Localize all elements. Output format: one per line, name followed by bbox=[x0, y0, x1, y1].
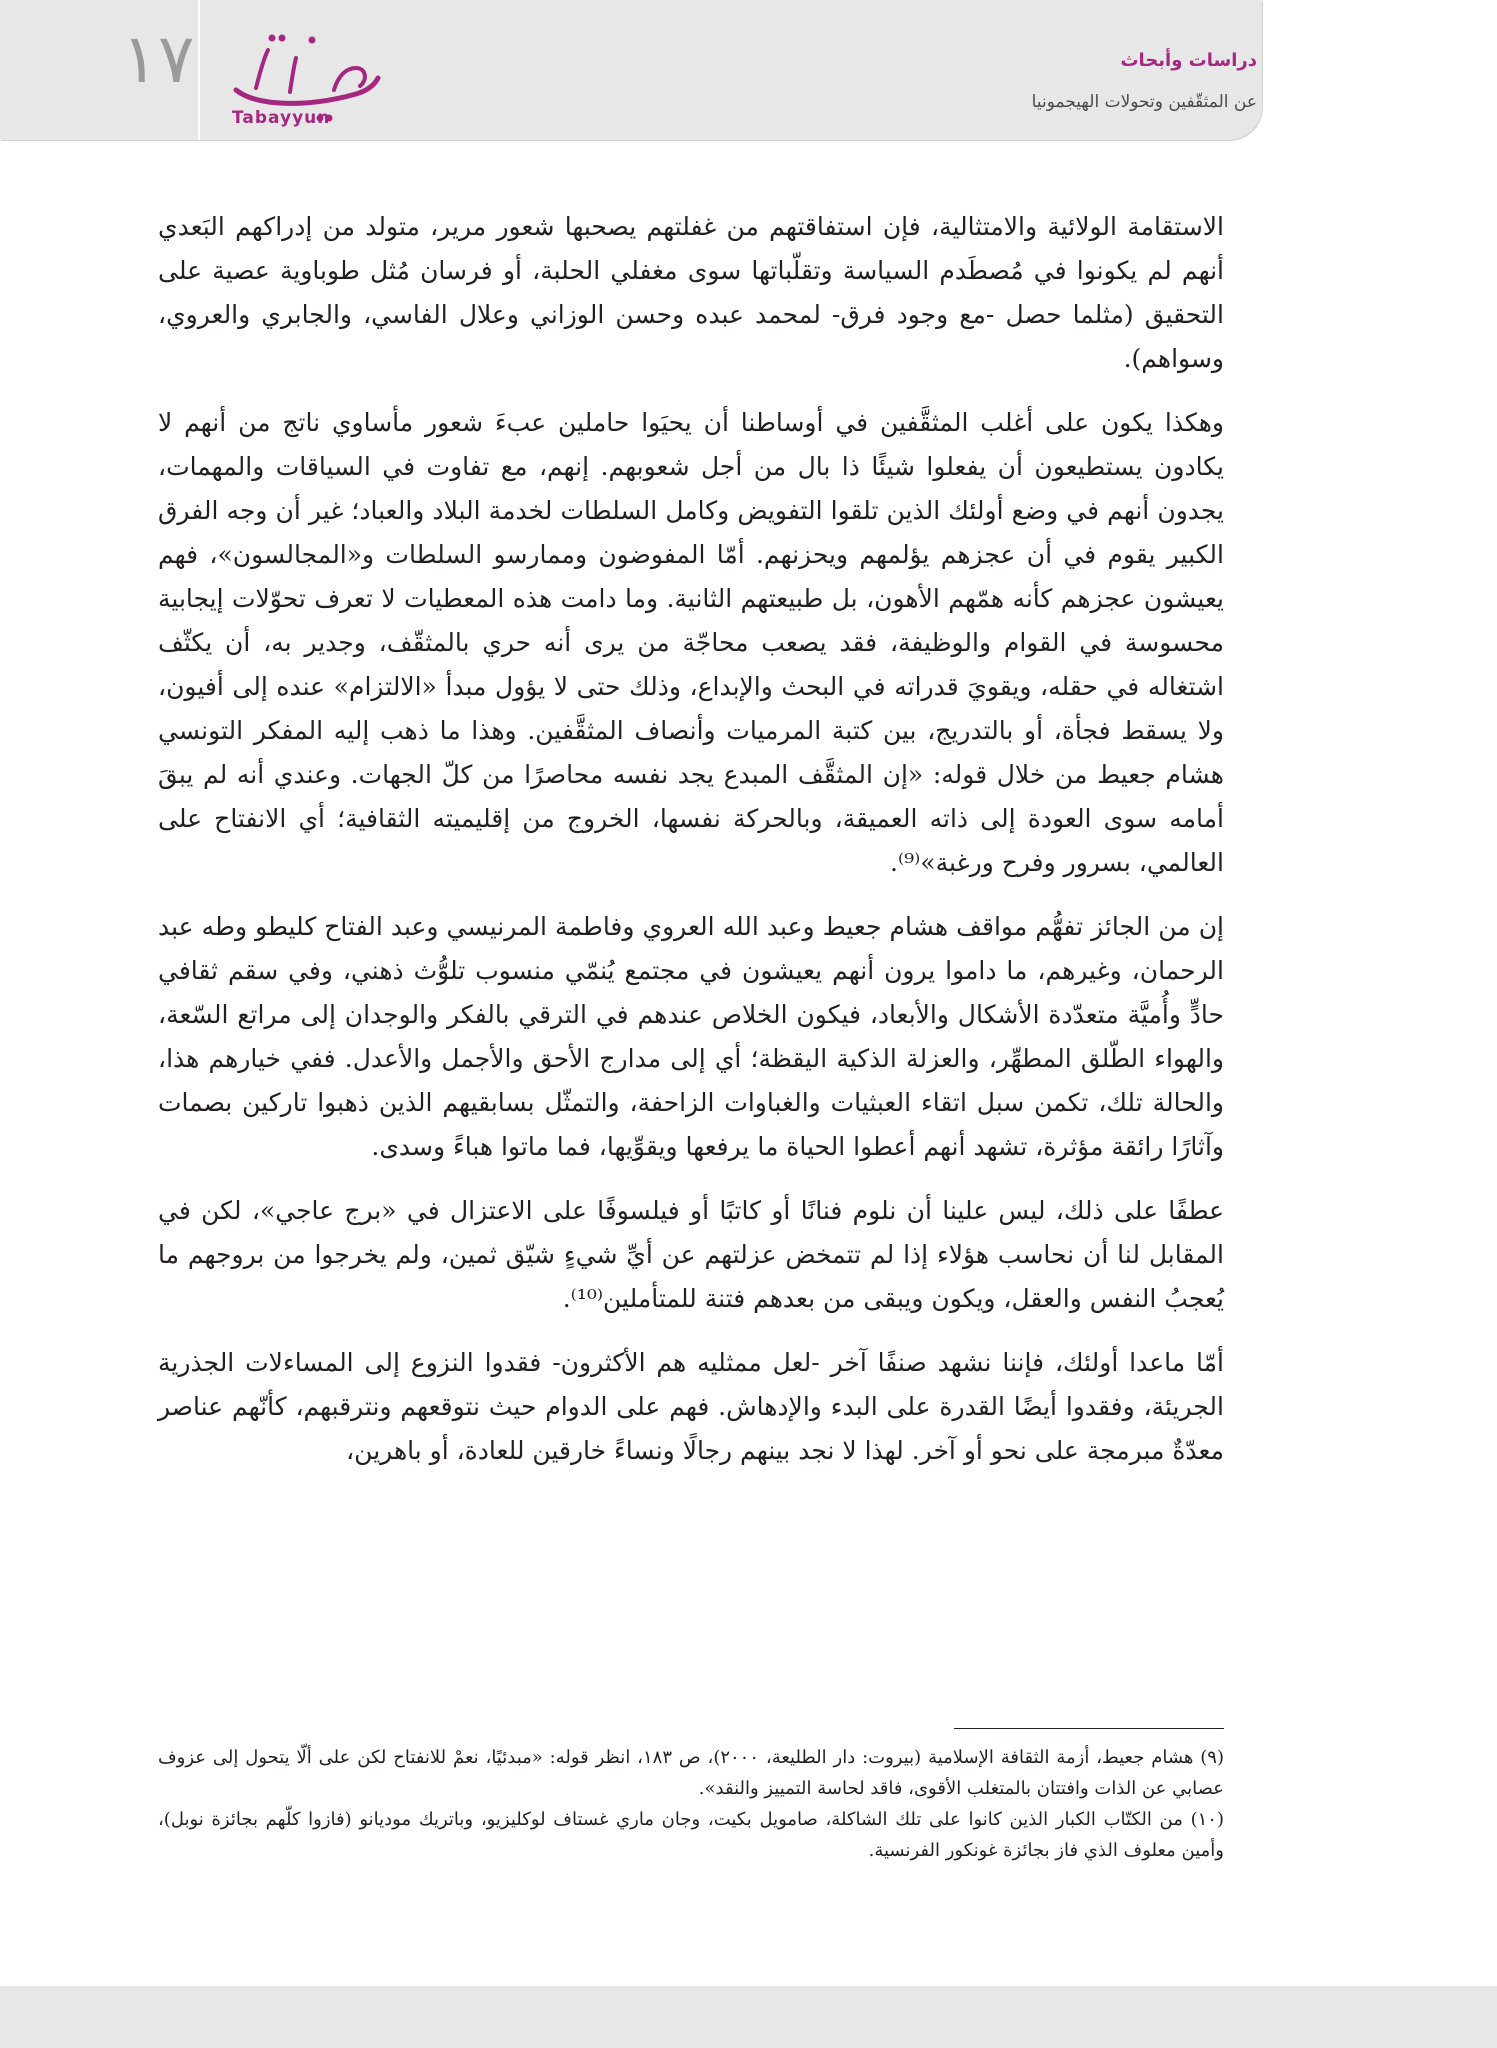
paragraph: الاستقامة الولائية والامتثالية، فإن استفاقتهم من غفلتهم يصحبها شعور مرير، متولد من إدراكهم البَعدي أنهم لم يكونوا في مُصطَدم السياسة وتقلّباتها سوى مغفلي الحلبة، أو فرسان مُثل طوباوية عصية على التحقيق (مثلما حصل -مع وجود فرق- لمحمد عبده وحسن الوزاني وعلال الفاسي، والجابري والعروي، وسواهم). bbox=[158, 212, 1224, 373]
paragraph: إن من الجائز تفهُّم مواقف هشام جعيط وعبد الله العروي وفاطمة المرنيسي وعبد الفتاح كليطو وطه عبد الرحمان، وغيرهم، ما داموا يرون أنهم يعيشون في مجتمع يُنمّي منسوب تلوُّث ذهني، وفي سقم ثقافي حادٍّ وأُميَّة متعدّدة الأشكال والأبعاد، فيكون الخلاص عندهم في الترقي بالفكر والوجدان إلى مراتع السّعة، والهواء الطّلق المطهِّر، والعزلة الذكية اليقظة؛ أي إلى مدارج الأحق والأجمل والأعدل. ففي خيارهم هذا، والحالة تلك، تكمن سبل اتقاء العبثيات والغباوات الزاحفة، والتمثّل بسابقيهم الذين ذهبوا تاركين بصمات وآثارًا رائقة مؤثرة، تشهد أنهم أعطوا الحياة ما يرفعها ويقوِّيها، فما ماتوا هباءً وسدى. bbox=[158, 912, 1224, 1161]
logo-latin-text: Tabayyun bbox=[232, 108, 331, 128]
footnote-separator bbox=[954, 1728, 1224, 1729]
article-title: عن المثقّفين وتحولات الهيجمونيا bbox=[1031, 92, 1257, 112]
paragraph: وهكذا يكون على أغلب المثقَّفين في أوساطنا أن يحيَوا حاملين عبءَ شعور مأساوي ناتج من أنهم لا يكادون يستطيعون أن يفعلوا شيئًا ذا بال من أجل شعوبهم. إنهم، مع تفاوت في السياقات والمهمات، يجدون أنهم في وضع أولئك الذين تلقوا التفويض وكامل السلطات لخدمة البلاد والعباد؛ غير أن وجه الفرق الكبير يقوم في أن عجزهم يؤلمهم ويحزنهم. أمّا المفوضون وممارسو السلطات و«المجالسون»، فهم يعيشون عجزهم كأنه همّهم الأهون، بل طبيعتهم الثانية. وما دامت هذه المعطيات لا تعرف تحوّلات إيجابية محسوسة في القوام والوظيفة، فقد يصعب محاجّة من يرى أنه حري بالمثقّف، وجدير به، أن يكثّف اشتغاله في حقله، ويقويَ قدراته في البحث والإبداع، وذلك حتى لا يؤول مبدأ «الالتزام» عنده إلى أفيون، ولا يسقط فجأة، أو بالتدريج، بين كتبة المرميات وأنصاف المثقَّفين. وهذا ما ذهب إليه المفكر التونسي هشام جعيط من خلال قوله: «إن المثقَّف المبدع يجد نفسه محاصرًا من كلّ الجهات. وعندي أنه لم يبقَ أمامه سوى العودة إلى ذاته العميقة، وبالحركة نفسها، الخروج من إقليميته الثقافية؛ أي الانفتاح على العالمي، بسرور وفرح ورغبة»⁽⁹⁾. bbox=[158, 408, 1224, 877]
paragraph: أمّا ماعدا أولئك، فإننا نشهد صنفًا آخر -لعل ممثليه هم الأكثرون- فقدوا النزوع إلى المساءلات الجذرية الجريئة، وفقدوا أيضًا القدرة على البدء والإدهاش. فهم على الدوام حيث نتوقعهم ونترقبهم، كأنّهم عناصر معدّةٌ مبرمجة على نحو أو آخر. لهذا لا نجد بينهم رجالًا ونساءً خارقين للعادة، أو باهرين، bbox=[158, 1348, 1224, 1465]
header-divider bbox=[198, 0, 200, 140]
section-title: دراسات وأبحاث bbox=[1120, 50, 1257, 71]
footnote-10: (١٠) من الكتّاب الكبار الذين كانوا على تلك الشاكلة، صامويل بكيت، وجان ماري غستاف لوكليزيو، وباتريك موديانو (فازوا كلّهم بجائزة نوبل)، وأمين معلوف الذي فاز بجائزة غونكور الفرنسية. bbox=[158, 1809, 1224, 1861]
paragraph: عطفًا على ذلك، ليس علينا أن نلوم فنانًا أو كاتبًا أو فيلسوفًا على الاعتزال في «برج عاجي»، لكن في المقابل لنا أن نحاسب هؤلاء إذا لم تتمخض عزلتهم عن أيِّ شيءٍ شيّق ثمين، ولم يخرجوا من بروجهم ما يُعجبُ النفس والعقل، ويكون ويبقى من بعدهم فتنة للمتأملين⁽¹⁰⁾. bbox=[158, 1196, 1224, 1313]
footnote-9: (٩) هشام جعيط، أزمة الثقافة الإسلامية (بيروت: دار الطليعة، ٢٠٠٠)، ص ١٨٣، انظر قوله: «مبدئيًا، نعمْ للانفتاح لكن على ألّا يتحول إلى عزوف عصابي عن الذات وافتتان بالمتغلب الأقوى، فاقد لحاسة التمييز والنقد». bbox=[158, 1747, 1224, 1799]
article-body bbox=[158, 205, 1224, 1493]
page-number: ١٧ bbox=[121, 20, 195, 99]
footer-band bbox=[0, 1986, 1497, 2048]
footnotes bbox=[158, 1742, 1224, 1866]
